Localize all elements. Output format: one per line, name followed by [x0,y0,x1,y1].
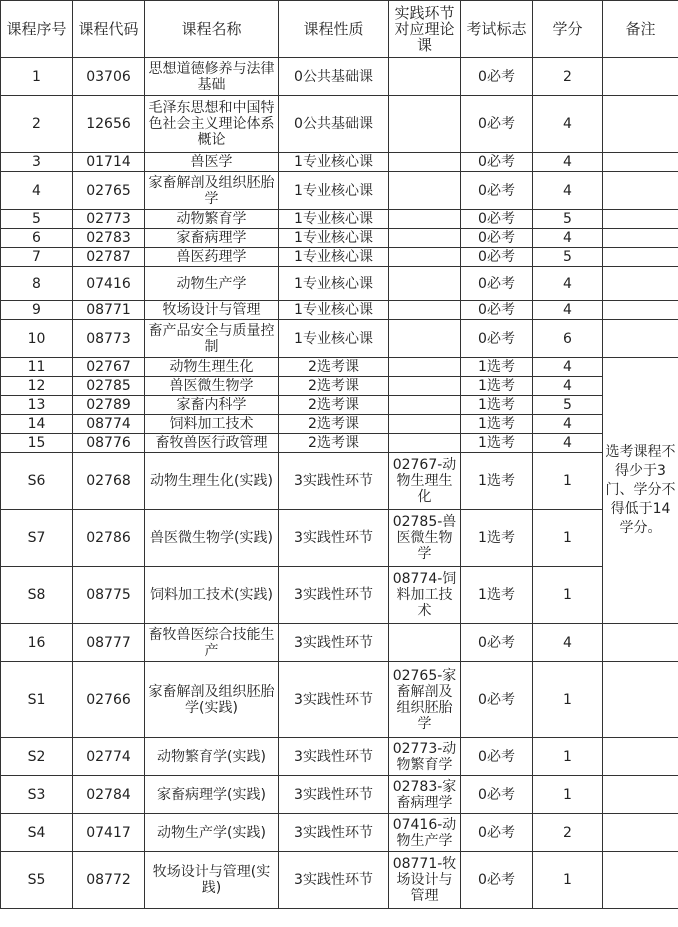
table-row [1,662,678,738]
cell-seq: 3 [1,153,73,172]
header-name: 课程名称 [145,1,279,58]
cell-type: 3实践性环节 [279,738,389,776]
header-code: 课程代码 [73,1,145,58]
cell-exam: 0必考 [461,301,533,320]
table-row [1,624,678,662]
cell-theory [389,229,461,248]
cell-name: 畜产品安全与质量控制 [145,320,279,358]
cell-credit: 1 [533,852,603,909]
table-row [1,248,678,267]
cell-credit: 5 [533,210,603,229]
header-type: 课程性质 [279,1,389,58]
header-note: 备注 [603,1,678,58]
cell-theory [389,172,461,210]
cell-theory [389,358,461,377]
cell-code: 02783 [73,229,145,248]
cell-note [603,172,678,210]
cell-seq: 4 [1,172,73,210]
cell-credit: 4 [533,624,603,662]
table-row [1,415,678,434]
cell-exam: 0必考 [461,229,533,248]
cell-exam: 0必考 [461,738,533,776]
cell-type: 1专业核心课 [279,210,389,229]
cell-exam: 0必考 [461,248,533,267]
cell-name: 家畜病理学 [145,229,279,248]
cell-seq: 16 [1,624,73,662]
cell-exam: 0必考 [461,814,533,852]
table-row [1,320,678,358]
cell-name: 畜牧兽医综合技能生产 [145,624,279,662]
cell-theory: 08774-饲料加工技术 [389,567,461,624]
cell-code: 08771 [73,301,145,320]
cell-seq: S1 [1,662,73,738]
cell-exam: 1选考 [461,434,533,453]
cell-code: 08772 [73,852,145,909]
cell-exam: 0必考 [461,624,533,662]
cell-type: 2选考课 [279,377,389,396]
cell-type: 2选考课 [279,434,389,453]
cell-type: 2选考课 [279,396,389,415]
cell-type: 3实践性环节 [279,624,389,662]
cell-exam: 1选考 [461,358,533,377]
cell-credit: 1 [533,453,603,510]
cell-note [603,229,678,248]
cell-credit: 4 [533,153,603,172]
cell-name: 牧场设计与管理(实践) [145,852,279,909]
cell-seq: S4 [1,814,73,852]
cell-name: 家畜内科学 [145,396,279,415]
header-theory: 实践环节对应理论课 [389,1,461,58]
cell-exam: 1选考 [461,567,533,624]
cell-theory [389,396,461,415]
cell-code: 02784 [73,776,145,814]
cell-exam: 1选考 [461,510,533,567]
header-row [1,1,678,58]
table-row [1,396,678,415]
cell-name: 动物繁育学 [145,210,279,229]
cell-type: 3实践性环节 [279,453,389,510]
cell-name: 毛泽东思想和中国特色社会主义理论体系概论 [145,96,279,153]
cell-theory [389,377,461,396]
cell-code: 08777 [73,624,145,662]
cell-seq: S5 [1,852,73,909]
cell-seq: 8 [1,267,73,301]
table-row [1,814,678,852]
cell-type: 3实践性环节 [279,776,389,814]
cell-credit: 1 [533,567,603,624]
cell-theory [389,267,461,301]
cell-theory [389,624,461,662]
cell-name: 兽医微生物学(实践) [145,510,279,567]
cell-code: 01714 [73,153,145,172]
cell-theory [389,320,461,358]
header-credit: 学分 [533,1,603,58]
cell-exam: 1选考 [461,453,533,510]
table-row [1,434,678,453]
cell-type: 1专业核心课 [279,301,389,320]
cell-code: 02785 [73,377,145,396]
cell-type: 2选考课 [279,415,389,434]
cell-note [603,738,678,776]
cell-code: 07417 [73,814,145,852]
cell-name: 家畜解剖及组织胚胎学 [145,172,279,210]
cell-credit: 4 [533,229,603,248]
cell-exam: 0必考 [461,662,533,738]
cell-type: 1专业核心课 [279,153,389,172]
cell-type: 1专业核心课 [279,248,389,267]
header-seq: 课程序号 [1,1,73,58]
cell-code: 08775 [73,567,145,624]
cell-type: 1专业核心课 [279,320,389,358]
cell-credit: 2 [533,58,603,96]
cell-name: 饲料加工技术 [145,415,279,434]
cell-type: 0公共基础课 [279,96,389,153]
table-row [1,453,678,510]
cell-theory [389,96,461,153]
cell-seq: 2 [1,96,73,153]
cell-credit: 1 [533,662,603,738]
cell-code: 12656 [73,96,145,153]
cell-note [603,210,678,229]
cell-code: 02766 [73,662,145,738]
cell-code: 08774 [73,415,145,434]
cell-name: 兽医药理学 [145,248,279,267]
cell-seq: 10 [1,320,73,358]
cell-code: 08776 [73,434,145,453]
cell-exam: 0必考 [461,96,533,153]
cell-seq: 7 [1,248,73,267]
cell-theory: 02783-家畜病理学 [389,776,461,814]
cell-seq: S8 [1,567,73,624]
cell-code: 02787 [73,248,145,267]
cell-type: 0公共基础课 [279,58,389,96]
table-row [1,172,678,210]
cell-seq: S6 [1,453,73,510]
cell-theory [389,415,461,434]
cell-note [603,58,678,96]
cell-code: 02773 [73,210,145,229]
cell-theory [389,248,461,267]
cell-note [603,301,678,320]
cell-seq: S3 [1,776,73,814]
table-row [1,301,678,320]
cell-note [603,153,678,172]
table-row [1,153,678,172]
cell-type: 3实践性环节 [279,662,389,738]
cell-seq: 12 [1,377,73,396]
cell-credit: 4 [533,434,603,453]
cell-theory: 08771-牧场设计与管理 [389,852,461,909]
cell-exam: 0必考 [461,210,533,229]
cell-credit: 4 [533,377,603,396]
cell-seq: 5 [1,210,73,229]
cell-code: 02789 [73,396,145,415]
cell-note [603,267,678,301]
cell-name: 畜牧兽医行政管理 [145,434,279,453]
cell-exam: 0必考 [461,776,533,814]
cell-seq: S2 [1,738,73,776]
cell-theory [389,58,461,96]
cell-name: 动物繁育学(实践) [145,738,279,776]
table-row [1,267,678,301]
cell-exam: 1选考 [461,415,533,434]
cell-theory [389,210,461,229]
cell-credit: 4 [533,358,603,377]
table-row [1,738,678,776]
cell-name: 动物生理生化 [145,358,279,377]
table-row [1,229,678,248]
cell-credit: 1 [533,510,603,567]
cell-credit: 6 [533,320,603,358]
cell-type: 2选考课 [279,358,389,377]
cell-credit: 4 [533,267,603,301]
cell-code: 02767 [73,358,145,377]
cell-seq: 9 [1,301,73,320]
cell-note [603,248,678,267]
cell-type: 3实践性环节 [279,567,389,624]
cell-type: 1专业核心课 [279,229,389,248]
table-row [1,377,678,396]
cell-seq: 1 [1,58,73,96]
table-row [1,210,678,229]
cell-name: 动物生产学(实践) [145,814,279,852]
cell-note [603,814,678,852]
cell-note [603,662,678,738]
cell-code: 02786 [73,510,145,567]
cell-type: 3实践性环节 [279,852,389,909]
cell-credit: 1 [533,738,603,776]
cell-code: 02765 [73,172,145,210]
cell-type: 1专业核心课 [279,172,389,210]
cell-name: 思想道德修养与法律基础 [145,58,279,96]
cell-name: 牧场设计与管理 [145,301,279,320]
table-row [1,358,678,377]
cell-exam: 1选考 [461,396,533,415]
cell-theory: 02767-动物生理生化 [389,453,461,510]
cell-theory: 02773-动物繁育学 [389,738,461,776]
cell-note [603,776,678,814]
cell-name: 动物生理生化(实践) [145,453,279,510]
cell-credit: 5 [533,396,603,415]
cell-theory: 02785-兽医微生物学 [389,510,461,567]
cell-note [603,320,678,358]
table-row [1,852,678,909]
cell-credit: 5 [533,248,603,267]
cell-name: 家畜病理学(实践) [145,776,279,814]
cell-exam: 0必考 [461,153,533,172]
cell-seq: 11 [1,358,73,377]
cell-theory [389,301,461,320]
cell-credit: 4 [533,96,603,153]
table-row [1,58,678,96]
cell-type: 1专业核心课 [279,267,389,301]
cell-credit: 1 [533,776,603,814]
table-row [1,510,678,567]
cell-note [603,852,678,909]
cell-name: 家畜解剖及组织胚胎学(实践) [145,662,279,738]
cell-name: 饲料加工技术(实践) [145,567,279,624]
cell-name: 兽医学 [145,153,279,172]
cell-type: 3实践性环节 [279,510,389,567]
note-cell: 选考课程不得少于3门、学分不得低于14学分。 [603,358,678,624]
cell-name: 动物生产学 [145,267,279,301]
table-row [1,776,678,814]
table-row [1,567,678,624]
cell-exam: 0必考 [461,172,533,210]
cell-theory [389,153,461,172]
cell-credit: 4 [533,301,603,320]
cell-seq: 6 [1,229,73,248]
cell-theory [389,434,461,453]
cell-code: 02768 [73,453,145,510]
cell-theory: 07416-动物生产学 [389,814,461,852]
cell-note [603,624,678,662]
cell-seq: 13 [1,396,73,415]
cell-credit: 4 [533,415,603,434]
cell-seq: S7 [1,510,73,567]
cell-code: 07416 [73,267,145,301]
cell-credit: 2 [533,814,603,852]
cell-name: 兽医微生物学 [145,377,279,396]
cell-seq: 15 [1,434,73,453]
cell-type: 3实践性环节 [279,814,389,852]
cell-seq: 14 [1,415,73,434]
cell-code: 03706 [73,58,145,96]
cell-exam: 1选考 [461,377,533,396]
cell-exam: 0必考 [461,58,533,96]
cell-credit: 4 [533,172,603,210]
cell-theory: 02765-家畜解剖及组织胚胎学 [389,662,461,738]
cell-code: 02774 [73,738,145,776]
table-row [1,96,678,153]
header-exam: 考试标志 [461,1,533,58]
cell-code: 08773 [73,320,145,358]
cell-exam: 0必考 [461,267,533,301]
cell-exam: 0必考 [461,852,533,909]
cell-exam: 0必考 [461,320,533,358]
cell-note [603,96,678,153]
